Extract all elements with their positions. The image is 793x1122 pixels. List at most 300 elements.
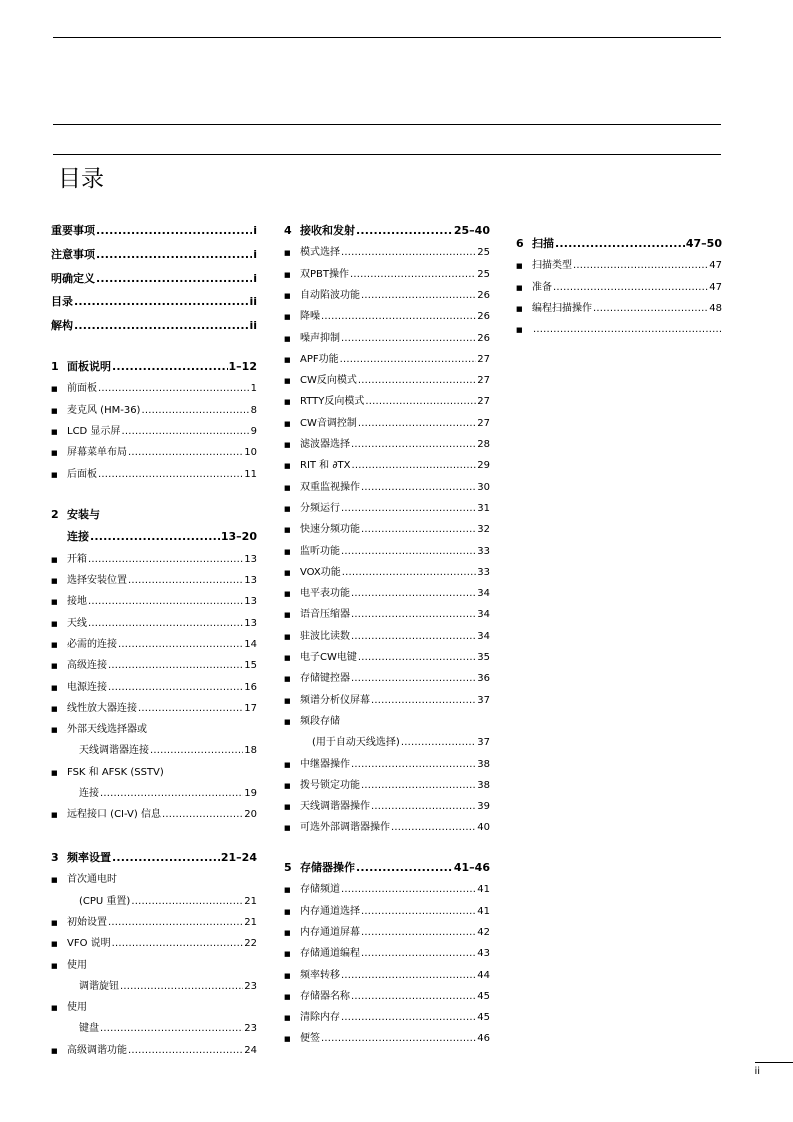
- entry-page: 47: [709, 260, 722, 272]
- entry-page: 21: [244, 916, 257, 928]
- entry-label: ■ 前面板: [67, 383, 97, 395]
- toc-entry-cont[interactable]: [51, 783, 257, 801]
- toc-entry[interactable]: [284, 541, 490, 559]
- entry-page: 27: [477, 417, 490, 429]
- leader-dots: [96, 272, 252, 286]
- toc-entry[interactable]: [51, 655, 257, 673]
- entry-label: (用于自动天线选择): [312, 737, 400, 749]
- leader-dots: [401, 736, 476, 750]
- leader-dots: [150, 744, 243, 758]
- toc-entry[interactable]: [51, 378, 257, 396]
- entry-label: ■ 可选外部调谐器操作: [300, 822, 390, 834]
- leader-dots: [341, 332, 476, 346]
- toc-entry[interactable]: [51, 400, 257, 418]
- chapter-title: 存储器操作: [300, 861, 355, 874]
- chapter-title: 面板说明: [67, 360, 111, 373]
- leader-dots: [361, 779, 476, 793]
- leader-dots: [340, 353, 477, 367]
- leader-dots: [98, 468, 243, 482]
- entry-page: 27: [477, 396, 490, 408]
- entry-page: 13: [244, 575, 257, 587]
- entry-label: ■ 噪声抑制: [300, 332, 340, 344]
- leader-dots: [321, 1032, 476, 1046]
- entry-label: (CPU 重置): [79, 895, 131, 907]
- top-rule: [53, 37, 721, 38]
- leader-dots: [351, 438, 476, 452]
- toc-entry[interactable]: [284, 901, 490, 919]
- entry-page: 45: [477, 1012, 490, 1024]
- toc-entry[interactable]: [51, 933, 257, 951]
- chapter-pages: 47–50: [685, 237, 722, 250]
- leader-dots: [128, 446, 243, 460]
- front-matter-entry[interactable]: [51, 244, 257, 262]
- leader-dots: [141, 404, 249, 418]
- entry-page: 27: [477, 353, 490, 365]
- entry-label: ■ RTTY反向模式: [300, 396, 365, 408]
- toc-entry[interactable]: [51, 613, 257, 631]
- toc-entry[interactable]: [51, 698, 257, 716]
- toc-entry-cont[interactable]: [51, 976, 257, 994]
- entry-page: 45: [477, 990, 490, 1002]
- entry-label: ■ 语音压缩器: [300, 609, 350, 621]
- toc-entry[interactable]: [284, 626, 490, 644]
- toc-entry[interactable]: [284, 370, 490, 388]
- entry-label: ■ 分频运行: [300, 502, 340, 514]
- leader-dots: [341, 545, 476, 559]
- leader-dots: [358, 651, 476, 665]
- toc-entry[interactable]: [284, 796, 490, 814]
- entry-label: ■ 首次通电时: [67, 874, 117, 886]
- chapter-heading[interactable]: [516, 233, 722, 251]
- entry-page: 25: [477, 268, 490, 280]
- entry-page: 34: [477, 609, 490, 621]
- leader-dots: [162, 808, 243, 822]
- entry-page: 44: [477, 969, 490, 981]
- entry-page: ii: [249, 319, 257, 333]
- leader-dots: [138, 702, 243, 716]
- entry-label: 调谐旋钮: [79, 980, 119, 992]
- toc-entry[interactable]: [516, 319, 722, 337]
- chapter-number: 3: [51, 851, 59, 864]
- leader-dots: [361, 523, 476, 537]
- entry-label: ■ 初始设置: [67, 916, 107, 928]
- toc-entry[interactable]: [284, 328, 490, 346]
- toc-entry[interactable]: [284, 647, 490, 665]
- page-number-rule: [755, 1062, 793, 1063]
- entry-label: ■ 远程接口 (CI-V) 信息: [67, 809, 161, 821]
- leader-dots: [342, 566, 477, 580]
- leader-dots: [361, 289, 476, 303]
- toc-entry[interactable]: [51, 570, 257, 588]
- entry-page: 27: [477, 375, 490, 387]
- entry-page: 25: [477, 247, 490, 259]
- leader-dots: [358, 374, 476, 388]
- leader-dots: [74, 295, 248, 309]
- toc-entry-cont[interactable]: [284, 732, 490, 750]
- leader-dots: [371, 694, 476, 708]
- entry-label: 天线调谐器连接: [79, 745, 149, 757]
- entry-page: 32: [477, 524, 490, 536]
- entry-page: 26: [477, 332, 490, 344]
- entry-label: ■ CW音调控制: [300, 417, 357, 429]
- entry-page: 37: [477, 737, 490, 749]
- leader-dots: [96, 224, 252, 238]
- chapter-title: 频率设置: [67, 851, 111, 864]
- chapter-heading[interactable]: [284, 857, 490, 875]
- toc-entry[interactable]: [284, 604, 490, 622]
- entry-label: 注意事项: [51, 247, 95, 261]
- entry-page: 26: [477, 289, 490, 301]
- leader-dots: [112, 937, 244, 951]
- entry-page: 20: [244, 809, 257, 821]
- page-number: ii: [754, 1066, 760, 1077]
- entry-page: 47: [709, 281, 722, 293]
- toc-entry[interactable]: [284, 413, 490, 431]
- entry-label: ■ 必需的连接: [67, 638, 117, 650]
- toc-entry[interactable]: [51, 1040, 257, 1058]
- entry-label: ■ 存储频道: [300, 884, 340, 896]
- entry-label: ■ 电源连接: [67, 681, 107, 693]
- entry-page: i: [253, 271, 257, 285]
- toc-entry[interactable]: [284, 562, 490, 580]
- toc-entry[interactable]: [51, 869, 257, 887]
- toc-entry[interactable]: [284, 1007, 490, 1025]
- entry-page: 16: [244, 681, 257, 693]
- entry-label: ■ 扫描类型: [532, 260, 572, 272]
- leader-dots: [98, 382, 250, 396]
- leader-dots: [533, 323, 721, 337]
- leader-dots: [96, 248, 252, 262]
- toc-entry[interactable]: [51, 762, 257, 780]
- entry-label: 键盘: [79, 1023, 99, 1035]
- leader-dots: [356, 861, 453, 875]
- entry-label: ■ APF功能: [300, 353, 339, 365]
- chapter-title-cont: 连接: [67, 530, 89, 544]
- toc-entry[interactable]: [284, 1028, 490, 1046]
- chapter-number: 5: [284, 861, 292, 874]
- entry-page: 41: [477, 905, 490, 917]
- entry-page: 38: [477, 758, 490, 770]
- toc-entry[interactable]: [516, 277, 722, 295]
- entry-label: ■ 高级连接: [67, 660, 107, 672]
- entry-label: ■ 内存通道选择: [300, 905, 360, 917]
- chapter-title: 接收和发射: [300, 224, 355, 237]
- entry-label: ■ 麦克风 (HM-36): [67, 404, 141, 416]
- toc-entry[interactable]: [284, 434, 490, 452]
- toc-entry[interactable]: [284, 264, 490, 282]
- leader-dots: [88, 553, 243, 567]
- entry-page: 33: [477, 545, 490, 557]
- leader-dots: [118, 638, 243, 652]
- leader-dots: [361, 905, 476, 919]
- toc-entry[interactable]: [51, 719, 257, 737]
- entry-label: ■ 电子CW电键: [300, 652, 357, 664]
- toc-entry[interactable]: [284, 965, 490, 983]
- leader-dots: [321, 310, 476, 324]
- chapter-heading[interactable]: [51, 504, 257, 522]
- entry-page: 41: [477, 884, 490, 896]
- entry-label: 连接: [79, 788, 99, 800]
- entry-label: 明确定义: [51, 271, 95, 285]
- leader-dots: [121, 425, 249, 439]
- leader-dots: [555, 237, 685, 251]
- entry-page: 11: [244, 468, 257, 480]
- toc-entry[interactable]: [284, 306, 490, 324]
- leader-dots: [112, 360, 228, 374]
- leader-dots: [108, 659, 243, 673]
- entry-page: 37: [477, 694, 490, 706]
- entry-label: ■ 驻波比读数: [300, 630, 350, 642]
- leader-dots: [365, 395, 476, 409]
- entry-page: i: [253, 247, 257, 261]
- entry-page: 24: [244, 1044, 257, 1056]
- leader-dots: [350, 268, 476, 282]
- entry-page: 10: [244, 447, 257, 459]
- entry-label: ■ 编程扫描操作: [532, 302, 592, 314]
- toc-entry[interactable]: [516, 255, 722, 273]
- entry-label: ■ VOX功能: [300, 566, 341, 578]
- entry-page: 30: [477, 481, 490, 493]
- toc-entry[interactable]: [51, 549, 257, 567]
- toc-entry[interactable]: [284, 583, 490, 601]
- entry-label: ■ 电平表功能: [300, 588, 350, 600]
- chapter-number: 1: [51, 360, 59, 373]
- leader-dots: [351, 758, 476, 772]
- leader-dots: [341, 1011, 476, 1025]
- leader-dots: [391, 821, 476, 835]
- entry-label: ■ RIT 和 ∂TX: [300, 460, 351, 472]
- entry-label: ■ 高级调谐功能: [67, 1044, 127, 1056]
- entry-label: ■ 监听功能: [300, 545, 340, 557]
- chapter-pages: 25–40: [453, 224, 490, 237]
- entry-label: ■ 频率转移: [300, 969, 340, 981]
- entry-label: ■ 存储通道编程: [300, 948, 360, 960]
- leader-dots: [361, 947, 476, 961]
- entry-page: 33: [477, 566, 490, 578]
- leader-dots: [88, 617, 243, 631]
- toc-entry[interactable]: [284, 519, 490, 537]
- toc-entry[interactable]: [51, 634, 257, 652]
- entry-label: ■ 快速分频功能: [300, 524, 360, 536]
- chapter-heading[interactable]: [284, 220, 490, 238]
- leader-dots: [352, 459, 477, 473]
- chapter-pages: 41–46: [453, 861, 490, 874]
- entry-page: 43: [477, 948, 490, 960]
- chapter-title: 安装与: [67, 508, 100, 521]
- entry-label: ■ 外部天线选择器或: [67, 724, 147, 736]
- chapter-number: 4: [284, 224, 292, 237]
- toc-entry[interactable]: [284, 477, 490, 495]
- entry-page: i: [253, 224, 257, 237]
- leader-dots: [351, 990, 476, 1004]
- toc-entry[interactable]: [51, 804, 257, 822]
- leader-dots: [74, 319, 248, 333]
- entry-page: 31: [477, 502, 490, 514]
- entry-page: 9: [250, 425, 257, 437]
- entry-label: ■ 存储器名称: [300, 990, 350, 1002]
- toc-entry[interactable]: [284, 498, 490, 516]
- entry-label: ■ CW反向模式: [300, 375, 357, 387]
- toc-entry[interactable]: [284, 879, 490, 897]
- leader-dots: [108, 916, 243, 930]
- leader-dots: [112, 851, 220, 865]
- entry-label: ■ 拨号锁定功能: [300, 779, 360, 791]
- entry-page: 22: [244, 938, 257, 950]
- entry-label: ■ 双重监视操作: [300, 481, 360, 493]
- entry-label: ■ 接地: [67, 596, 87, 608]
- leader-dots: [351, 630, 476, 644]
- entry-page: 48: [709, 302, 722, 314]
- toc-entry-cont[interactable]: [51, 891, 257, 909]
- toc-entry[interactable]: [284, 242, 490, 260]
- leader-dots: [341, 502, 476, 516]
- chapter-heading[interactable]: [51, 847, 257, 865]
- entry-page: 46: [477, 1033, 490, 1045]
- entry-label: ■ 内存通道屏幕: [300, 926, 360, 938]
- entry-page: 34: [477, 630, 490, 642]
- toc-entry[interactable]: [51, 464, 257, 482]
- entry-label: ■ VFO 说明: [67, 938, 111, 950]
- entry-page: 42: [477, 926, 490, 938]
- entry-page: 35: [477, 652, 490, 664]
- leader-dots: [88, 595, 243, 609]
- front-matter-entry[interactable]: [51, 291, 257, 309]
- leader-dots: [351, 608, 476, 622]
- leader-dots: [90, 530, 220, 544]
- entry-label: 解构: [51, 319, 73, 333]
- leader-dots: [128, 1044, 243, 1058]
- leader-dots: [108, 681, 243, 695]
- entry-label: ■ 频谱分析仪屏幕: [300, 694, 370, 706]
- entry-page: 8: [250, 404, 257, 416]
- toc-entry-cont[interactable]: [51, 1018, 257, 1036]
- entry-label: ■ 开箱: [67, 553, 87, 565]
- entry-page: 14: [244, 638, 257, 650]
- leader-dots: [356, 224, 453, 238]
- entry-page: 38: [477, 779, 490, 791]
- entry-page: 39: [477, 801, 490, 813]
- toc-entry-cont[interactable]: [51, 740, 257, 758]
- toc-entry[interactable]: [284, 349, 490, 367]
- chapter-title: 扫描: [532, 237, 554, 250]
- entry-label: ■ 频段存储: [300, 715, 340, 727]
- toc-entry[interactable]: [284, 986, 490, 1004]
- entry-label: ■ 使用: [67, 1002, 87, 1014]
- toc-entry[interactable]: [51, 442, 257, 460]
- chapter-number: 6: [516, 237, 524, 250]
- leader-dots: [100, 1022, 243, 1036]
- leader-dots: [553, 281, 708, 295]
- toc-entry[interactable]: [51, 955, 257, 973]
- leader-dots: [120, 980, 243, 994]
- chapter-heading[interactable]: [51, 356, 257, 374]
- toc-entry[interactable]: [51, 997, 257, 1015]
- entry-label: ■ 选择安装位置: [67, 575, 127, 587]
- chapter-pages: 1–12: [228, 360, 257, 373]
- entry-page: 15: [244, 660, 257, 672]
- front-matter-entry[interactable]: [51, 315, 257, 333]
- entry-label: ■ 清除内存: [300, 1012, 340, 1024]
- toc-entry[interactable]: [284, 817, 490, 835]
- leader-dots: [341, 969, 476, 983]
- front-matter-entry[interactable]: [51, 268, 257, 286]
- toc-entry[interactable]: [51, 677, 257, 695]
- leader-dots: [573, 259, 708, 273]
- entry-page: 36: [477, 673, 490, 685]
- entry-label: ■ LCD 显示屏: [67, 425, 121, 437]
- leader-dots: [128, 574, 243, 588]
- toc-entry[interactable]: [284, 711, 490, 729]
- entry-page: 29: [477, 460, 490, 472]
- toc-entry[interactable]: [516, 298, 722, 316]
- toc-entry[interactable]: [284, 775, 490, 793]
- entry-page: 21: [244, 895, 257, 907]
- toc-entry[interactable]: [284, 754, 490, 772]
- entry-page: 19: [244, 788, 257, 800]
- chapter-number: 2: [51, 508, 59, 521]
- toc-entry[interactable]: [51, 912, 257, 930]
- entry-label: ■ FSK 和 AFSK (SSTV): [67, 766, 164, 778]
- leader-dots: [341, 246, 476, 260]
- entry-page: 13: [244, 617, 257, 629]
- leader-dots: [100, 787, 243, 801]
- page-title: 目录: [58, 166, 104, 192]
- leader-dots: [371, 800, 476, 814]
- leader-dots: [131, 895, 243, 909]
- entry-page: 1: [250, 383, 257, 395]
- toc-entry[interactable]: [51, 421, 257, 439]
- leader-dots: [358, 417, 476, 431]
- leader-dots: [593, 302, 708, 316]
- entry-label: 重要事项: [51, 224, 95, 237]
- toc-entry[interactable]: [284, 922, 490, 940]
- header-rule: [53, 124, 721, 125]
- entry-label: ■ 存储键控器: [300, 673, 350, 685]
- entry-label: ■ 屏幕菜单布局: [67, 447, 127, 459]
- entry-label: ■ 滤波器选择: [300, 439, 350, 451]
- chapter-pages: 21–24: [220, 851, 257, 864]
- leader-dots: [351, 587, 476, 601]
- toc-entry[interactable]: [284, 690, 490, 708]
- entry-page: 18: [244, 745, 257, 757]
- entry-label: ■ 中继器操作: [300, 758, 350, 770]
- toc-entry[interactable]: [51, 591, 257, 609]
- entry-page: 23: [244, 1023, 257, 1035]
- entry-label: ■ 自动陷波功能: [300, 289, 360, 301]
- entry-page: ii: [249, 295, 257, 309]
- chapter-heading-cont[interactable]: [51, 526, 257, 544]
- entry-page: 17: [244, 702, 257, 714]
- entry-page: 23: [244, 980, 257, 992]
- chapter-pages: 13–20: [220, 530, 257, 544]
- entry-label: ■ 天线: [67, 617, 87, 629]
- entry-label: 目录: [51, 295, 73, 309]
- entry-label: ■ 线性放大器连接: [67, 702, 137, 714]
- leader-dots: [351, 672, 476, 686]
- toc-entry[interactable]: [284, 391, 490, 409]
- toc-entry[interactable]: [284, 455, 490, 473]
- entry-label: ■ 天线调谐器操作: [300, 801, 370, 813]
- toc-entry[interactable]: [284, 285, 490, 303]
- leader-dots: [341, 883, 476, 897]
- entry-label: ■ 使用: [67, 959, 87, 971]
- toc-entry[interactable]: [284, 943, 490, 961]
- entry-label: ■ 便签: [300, 1033, 320, 1045]
- toc-entry[interactable]: [284, 668, 490, 686]
- front-matter-entry[interactable]: [51, 220, 257, 238]
- entry-label: ■ 后面板: [67, 468, 97, 480]
- entry-page: 26: [477, 311, 490, 323]
